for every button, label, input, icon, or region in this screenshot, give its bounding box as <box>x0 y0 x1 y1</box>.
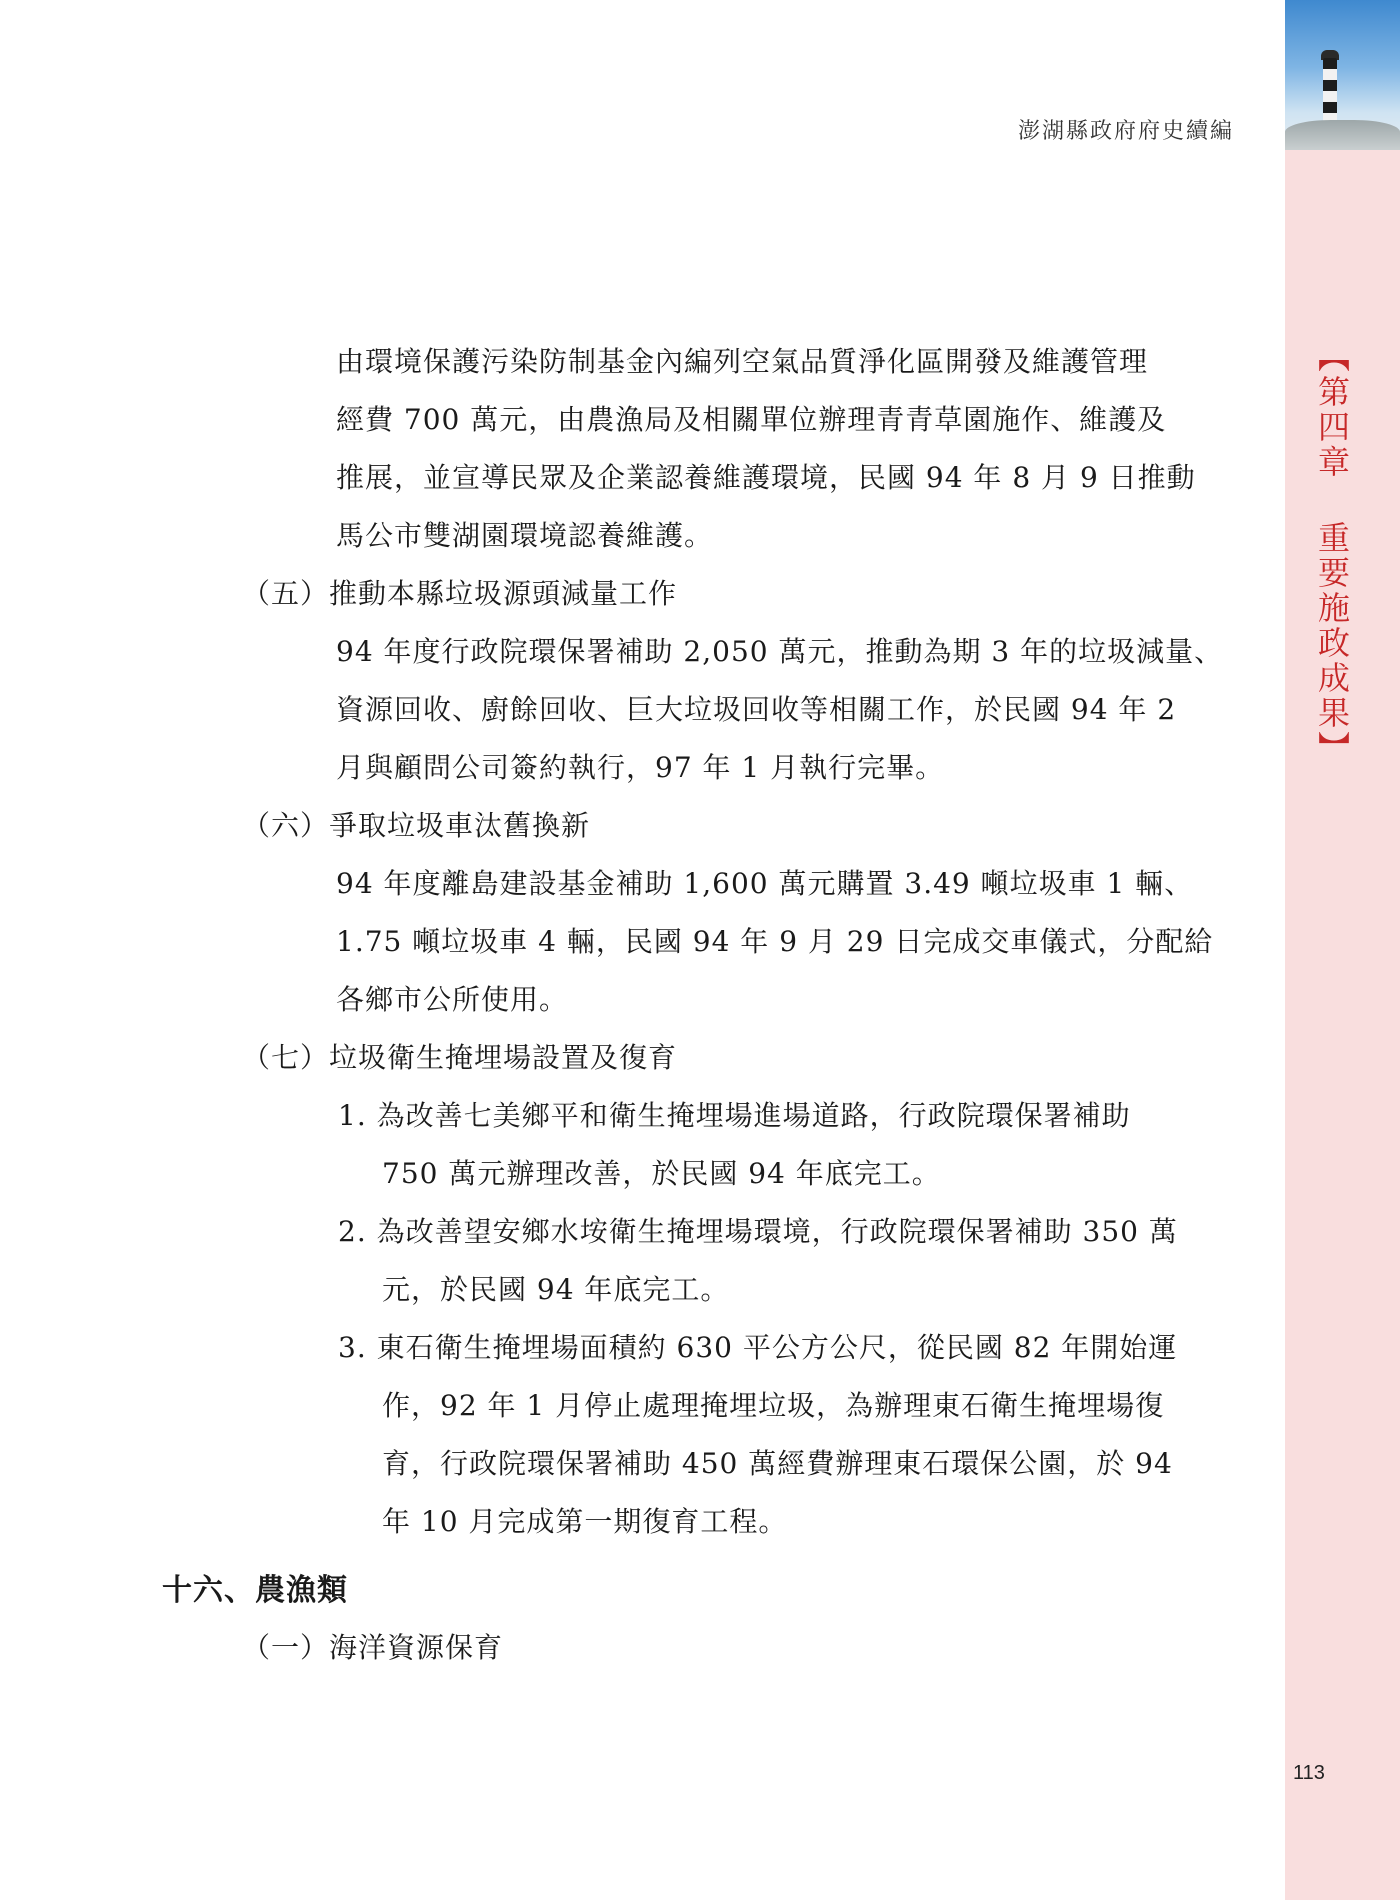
item-heading: （一）海洋資源保育 <box>242 1631 504 1664</box>
list-item: 2. 為改善望安鄉水垵衛生掩埋場環境，行政院環保署補助 350 萬 <box>338 1215 1178 1248</box>
side-strip <box>1285 0 1400 1900</box>
text-line: 馬公市雙湖園環境認養維護。 <box>336 519 714 552</box>
text-line: 經費 700 萬元，由農漁局及相關單位辦理青青草園施作、維護及 <box>336 403 1167 436</box>
chapter-tab: 【第四章 重要施政成果】 <box>1313 340 1351 766</box>
text-line: 推展，並宣導民眾及企業認養維護環境，民國 94 年 8 月 9 日推動 <box>336 461 1196 494</box>
lighthouse-photo <box>1285 0 1400 150</box>
text-line: 1.75 噸垃圾車 4 輛，民國 94 年 9 月 29 日完成交車儀式，分配給 <box>336 925 1214 958</box>
lighthouse-tower <box>1323 58 1337 128</box>
text-line: 各鄉市公所使用。 <box>336 983 569 1016</box>
item-heading: （六）爭取垃圾車汰舊換新 <box>242 809 591 842</box>
list-item: 元，於民國 94 年底完工。 <box>382 1273 730 1306</box>
book-title: 澎湖縣政府府史續編 <box>1017 119 1234 144</box>
section-heading: 十六、農漁類 <box>162 1573 348 1608</box>
text-line: 月與顧問公司簽約執行，97 年 1 月執行完畢。 <box>336 751 945 784</box>
list-item: 育，行政院環保署補助 450 萬經費辦理東石環保公園，於 94 <box>382 1447 1173 1480</box>
text-line: 94 年度離島建設基金補助 1,600 萬元購置 3.49 噸垃圾車 1 輛、 <box>336 867 1194 900</box>
list-item: 作，92 年 1 月停止處理掩埋垃圾，為辦理東石衛生掩埋場復 <box>382 1389 1165 1422</box>
list-item: 1. 為改善七美鄉平和衛生掩埋場進場道路，行政院環保署補助 <box>338 1099 1131 1132</box>
list-item: 年 10 月完成第一期復育工程。 <box>382 1505 788 1538</box>
list-item: 750 萬元辦理改善，於民國 94 年底完工。 <box>382 1157 941 1190</box>
item-heading: （七）垃圾衛生掩埋場設置及復育 <box>242 1041 678 1074</box>
text-line: 資源回收、廚餘回收、巨大垃圾回收等相關工作，於民國 94 年 2 <box>336 693 1177 726</box>
photo-ground <box>1285 120 1400 150</box>
text-line: 94 年度行政院環保署補助 2,050 萬元，推動為期 3 年的垃圾減量、 <box>336 635 1224 668</box>
list-item: 3. 東石衛生掩埋場面積約 630 平公方公尺，從民國 82 年開始運 <box>338 1331 1178 1364</box>
text-line: 由環境保護污染防制基金內編列空氣品質淨化區開發及維護管理 <box>336 345 1149 378</box>
item-heading: （五）推動本縣垃圾源頭減量工作 <box>242 577 678 610</box>
page-number: 113 <box>1293 1762 1325 1784</box>
